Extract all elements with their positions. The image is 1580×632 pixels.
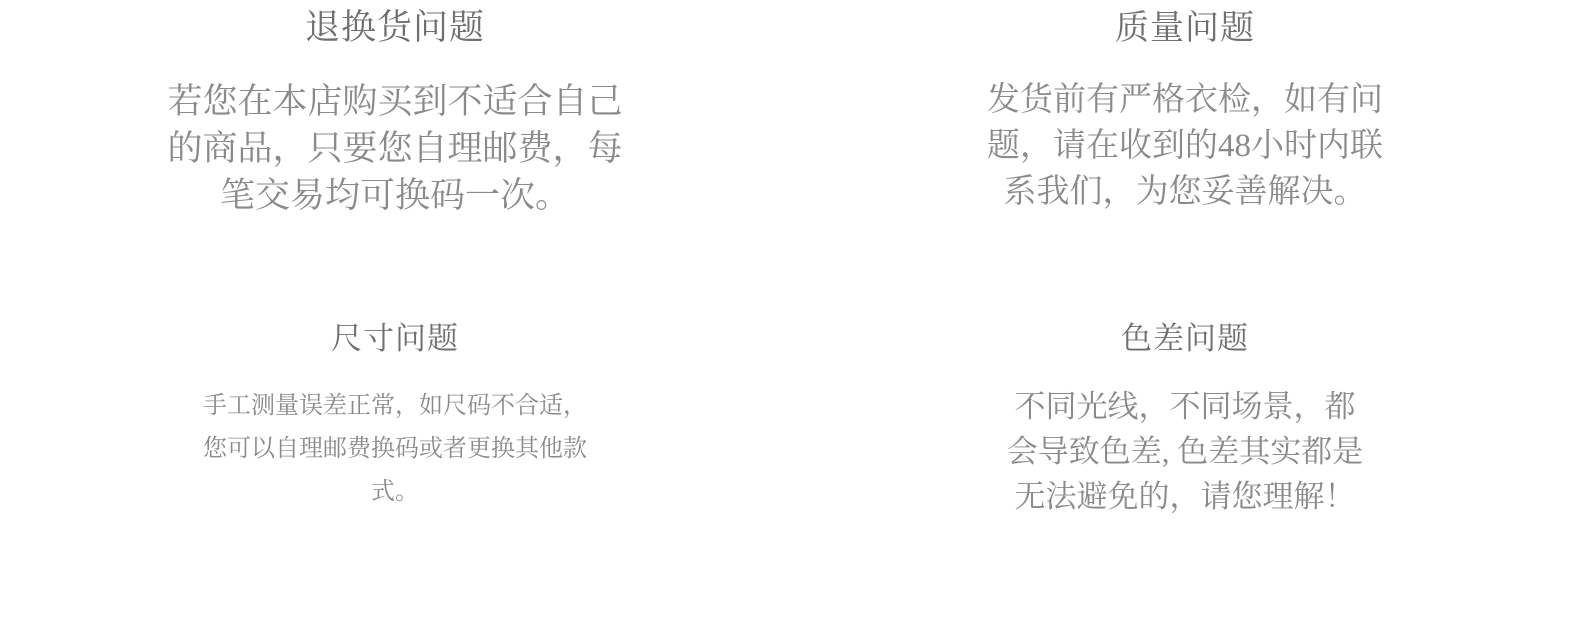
faq-body-line: 系我们，为您妥善解决。 xyxy=(1003,173,1367,210)
faq-title-quality: 质量问题 xyxy=(1115,10,1255,47)
faq-title-returns: 退换货问题 xyxy=(304,8,485,47)
faq-block-color xyxy=(790,310,1580,520)
faq-block-size xyxy=(0,310,790,514)
faq-body-line: 无法避免的，请您理解！ xyxy=(1014,478,1356,514)
faq-title-size: 尺寸问题 xyxy=(331,321,459,356)
faq-body-color xyxy=(975,385,1395,520)
faq-cell-color xyxy=(790,310,1580,632)
faq-body-line: 若您在本店购买到不适合自己 xyxy=(167,81,623,121)
faq-body-size xyxy=(165,385,625,515)
faq-title-color: 色差问题 xyxy=(1121,321,1249,356)
faq-body-returns xyxy=(160,78,630,220)
faq-body-line: 发货前有严格衣检，如有问 xyxy=(987,81,1383,118)
faq-cell-returns xyxy=(0,0,790,310)
faq-block-quality xyxy=(790,0,1580,215)
faq-body-line: 手工测量误差正常，如尺码不合适， xyxy=(203,392,587,419)
faq-cell-quality xyxy=(790,0,1580,310)
faq-body-line: 式。 xyxy=(371,479,419,506)
faq-cell-size xyxy=(0,310,790,632)
faq-body-quality xyxy=(961,77,1409,216)
faq-body-line: 会导致色差, 色差其实都是 xyxy=(1006,433,1364,469)
faq-body-line: 您可以自理邮费换码或者更换其他款 xyxy=(203,435,587,462)
faq-body-line: 题，请在收到的48小时内联 xyxy=(987,127,1383,164)
faq-block-returns xyxy=(0,0,790,220)
faq-body-line: 笔交易均可换码一次。 xyxy=(219,176,570,216)
faq-body-line: 不同光线，不同场景，都 xyxy=(1014,388,1356,424)
faq-body-line: 的商品，只要您自理邮费，每 xyxy=(167,129,623,168)
